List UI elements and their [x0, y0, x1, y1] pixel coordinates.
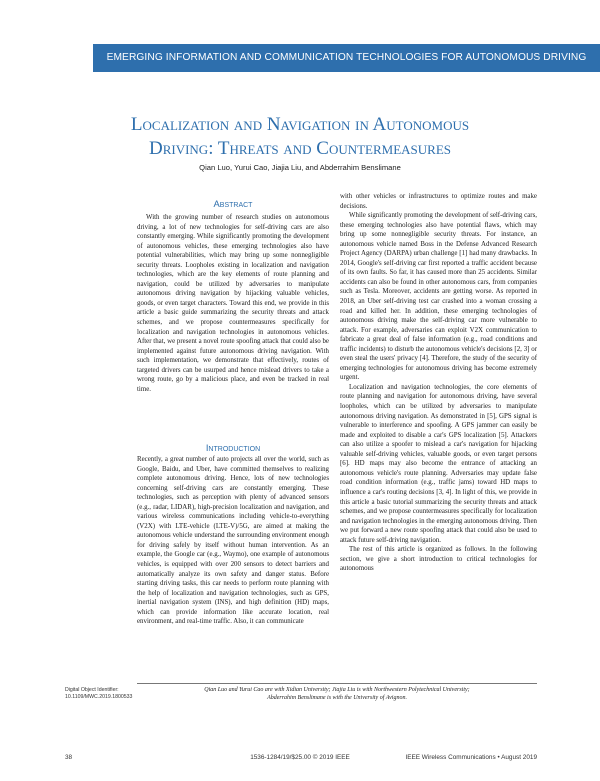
issn-copyright: 1536-1284/19/$25.00 © 2019 IEEE — [250, 754, 350, 761]
doi-label: Digital Object Identifier: — [65, 687, 119, 693]
doi-value: 10.1109/MWC.2019.1800533 — [65, 694, 133, 700]
affiliation-line-2: Abderrahim Benslimane is with the University of Avignon. — [267, 695, 407, 701]
introduction-text: Recently, a great number of auto projects all over the world, such as Google, Baidu, and Uber, have committed themselves to realizing complete autonomous driving. Hence, lots of new technologies concerning self-driving cars are constantly emerging. These technologies, such as perception with plenty of advanced sensors (e.g., radar, LIDAR), high-precision localization and navigation, and various wireless communications including vehicle-to-everything (V2X) with LTE-vehicle (LTE-V)/5G, are aimed at making the autonomous vehicle understand the surrounding environment enough for driving safely by itself without human intervention. As an example, the Google car (e.g., Waymo), one example of autonomous vehicles, is equipped with over 200 sensors to detect barriers and automatically analyze its own safety and danger status. Before starting driving tasks, this car needs to perform route planning with the help of localization and navigation technologies, such as GPS, inertial navigation system (INS), and high definition (HD) maps, which can provide information like accurate location, real environment, and real-time traffic. Also, it can communicate — [137, 456, 329, 626]
affiliation-line-1: Qian Luo and Yurui Cao are with Xidian University; Jiajia Liu is with Northwestern Polytechnical University; — [204, 687, 470, 693]
paper-title — [70, 113, 530, 161]
title-line-1: Localization and Navigation in Autonomous — [130, 114, 470, 135]
author-affiliations — [137, 686, 537, 702]
right-column — [340, 192, 537, 574]
right-paragraph: with other vehicles or infrastructures to optimize routes and make decisions. — [340, 193, 537, 210]
right-paragraph: The rest of this article is organized as follows. In the following section, we give a short introduction to critical technologies for autonomous — [340, 546, 537, 573]
introduction-heading: Introduction — [205, 442, 261, 453]
footnote-rule — [137, 683, 537, 684]
right-paragraph: Localization and navigation technologies, the core elements of route planning and navigation for autonomous driving, have several loopholes, which can be utilized by adversaries to manipulate autonomous driving navigation. As demonstrated in [5], GPS signal is vulnerable to interference and spoofing. A GPS jammer can easily be made and exploited to disable a car's GPS localization [5]. Attackers can also utilize a spoofer to mislead a car's navigation for hijacking valuable self-driving vehicles, valuable goods, or even target persons [6]. HD maps may also become the entrance of attacking an autonomous vehicle's route planning. Adversaries may update false road condition information (e.g., traffic jams) toward HD maps to influence a car's routing decisions [3, 4]. In light of this, we provide in this article a basic tutorial summarizing the security threats and attack schemes, and we propose countermeasures specifically for localization and navigation technologies in the emerging autonomous driving. Then we put forward a new route spoofing attack that could also be used to attack future self-driving navigation. — [340, 383, 537, 544]
section-banner: EMERGING INFORMATION AND COMMUNICATION TECHNOLOGIES FOR AUTONOMOUS DRIVING — [93, 44, 600, 72]
introduction-body — [137, 455, 329, 627]
title-line-2: Driving: Threats and Countermeasures — [148, 138, 452, 159]
abstract-text: With the growing number of research studies on autonomous driving, a lot of new technologies for self-driving cars are also constantly emerging. While significantly promoting the development of autonomous vehicles, these emerging technologies also have potential vulnerabilities, which may bring up some nonnegligible security threats. Loopholes existing in localization and navigation technologies, which are the key elements of route planning and navigation, could be utilized by adversaries to manipulate autonomous driving navigation by hijacking valuable vehicles, goods, or even target characters. Toward this end, we provide in this article a basic guide summarizing the security threats and attack schemes, and we propose countermeasures specifically for localization and navigation technologies in autonomous vehicles. After that, we present a novel route spoofing attack that could also be implemented against future autonomous driving navigation. With such implementation, we demonstrate that effectively, routes of targeted drivers can be usurped and hence mislead drivers to take a wrong route, go by a malicious place, and even be tracked in real time. — [137, 214, 329, 393]
page-number: 38 — [65, 754, 73, 761]
author-list: Qian Luo, Yurui Cao, Jiajia Liu, and Abderrahim Benslimane — [199, 163, 401, 172]
abstract-heading: Abstract — [213, 198, 253, 209]
publication-info: IEEE Wireless Communications • August 2019 — [405, 754, 537, 761]
right-paragraph: While significantly promoting the development of self-driving cars, these emerging technologies also have potential flaws, which may bring up some nonnegligible security threats. For instance, an autonomous vehicle named Boss in the Defense Advanced Research Project Agency (DARPA) urban challenge [1] had many drawbacks. In 2014, Google's self-driving car first reported a traffic accident because of its own faults. So far, it has caused more than 25 accidents. Similar accidents can also be found in other autonomous cars, from companies such as Tesla. Moreover, accidents are getting worse. As reported in 2018, an Uber self-driving test car crashed into a woman crossing a road and killed her. In addition, these emerging technologies of autonomous driving make the self-driving car more vulnerable to attack. For example, adversaries can exploit V2X communication to fabricate a great deal of false information (e.g., road conditions and traffic incidents) to disturb the autonomous vehicle's decisions [2, 3] or even steal the users' privacy [4]. Therefore, the study of the security of emerging technologies for autonomous driving has become extremely urgent. — [340, 212, 537, 382]
abstract-body — [137, 213, 329, 394]
